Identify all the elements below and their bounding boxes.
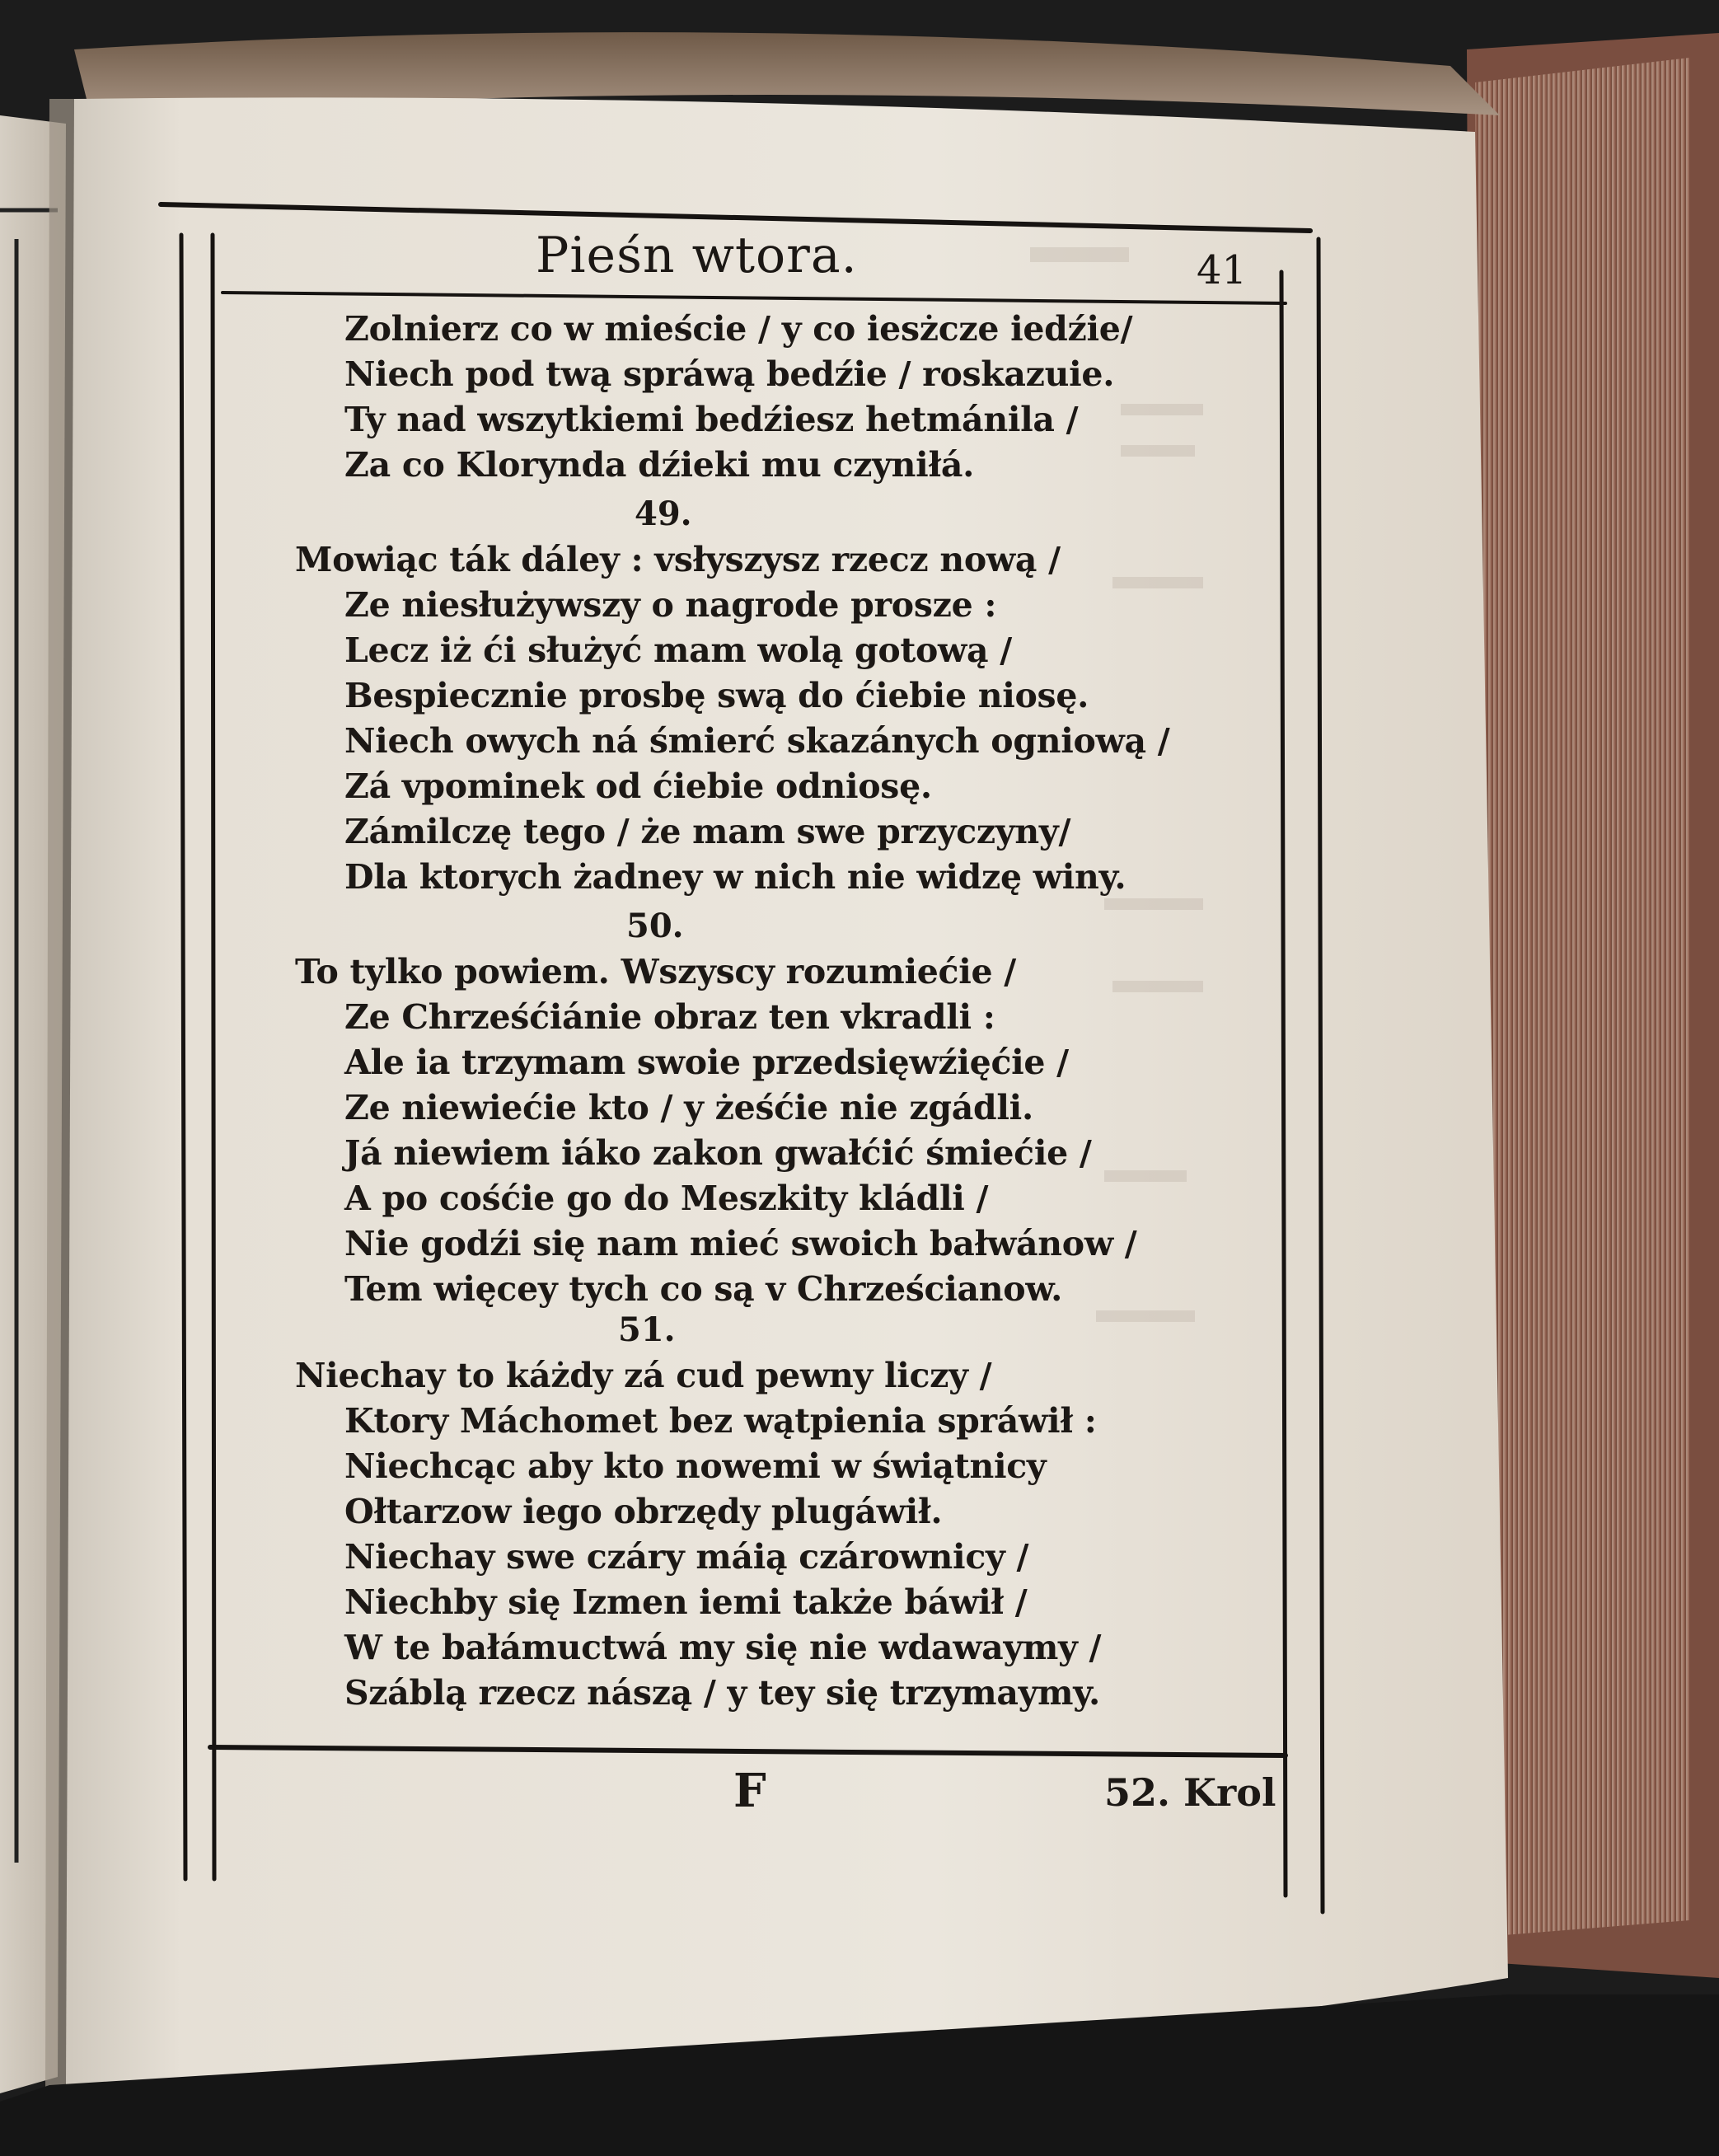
- verse-line: W te bałámuctwá my się nie wdawaymy /: [344, 1628, 1102, 1667]
- catchword: 52. Krol: [1104, 1770, 1276, 1815]
- verse-line: Niechay to káżdy zá cud pewny liczy /: [295, 1356, 992, 1395]
- stanza-number: 50.: [626, 907, 684, 945]
- verse-line: A po cośćie go do Meszkity kládli /: [344, 1179, 989, 1218]
- verse-line: Zolnierz co w mieście / y co iesżcze iedźie/: [344, 309, 1133, 349]
- verse-line: Ze niewiećie kto / y żeśćie nie zgádli.: [344, 1088, 1033, 1127]
- verse-line: Ze niesłużywszy o nagrode prosze :: [344, 585, 997, 625]
- verse-line: Niech owych ná śmierć skazánych ogniową /: [344, 721, 1170, 761]
- verse-line: Mowiąc ták dáley : vsłyszysz rzecz nową /: [295, 540, 1061, 579]
- verse-line: Zámilczę tego / że mam swe przyczyny/: [344, 812, 1071, 851]
- frame-left-inner: [213, 235, 214, 1879]
- verse-line: Niechay swe czáry máią czárownicy /: [344, 1537, 1029, 1577]
- verse-line: Nie godźi się nam mieć swoich bałwánow /: [344, 1224, 1137, 1263]
- verse-line: Ale ia trzymam swoie przedsięwźięćie /: [344, 1043, 1069, 1082]
- signature-mark: F: [733, 1764, 766, 1818]
- page-number: 41: [1197, 247, 1248, 293]
- stanza-number: 49.: [635, 494, 692, 533]
- verse-line: Za co Klorynda dźieki mu czyniłá.: [344, 445, 975, 485]
- verse-line: Bespiecznie prosbę swą do ćiebie niosę.: [344, 676, 1089, 715]
- verse-line: To tylko powiem. Wszyscy rozumiećie /: [295, 952, 1016, 991]
- verse-line: Zá vpominek od ćiebie odniosę.: [344, 766, 932, 806]
- verse-line: Niechby się Izmen iemi także báwił /: [344, 1582, 1028, 1622]
- verse-line: Lecz iż ći służyć mam wolą gotową /: [344, 630, 1012, 670]
- stanza-number: 51.: [618, 1310, 676, 1349]
- verse-line: Já niewiem iáko zakon gwałćić śmiećie /: [344, 1133, 1092, 1173]
- verse-line: Tem więcey tych co są v Chrześcianow.: [344, 1269, 1063, 1309]
- verse-line: Ty nad wszytkiemi bedźiesz hetmánila /: [344, 400, 1079, 439]
- fore-edge-pages: [1475, 58, 1689, 1937]
- verse-line: Ze Chrześćiánie obraz ten vkradli :: [344, 997, 995, 1037]
- running-head: Pieśn wtora.: [536, 227, 858, 284]
- verse-line: Niech pod twą spráwą bedźie / roskazuie.: [344, 354, 1115, 394]
- verse-line: Száblą rzecz nászą / y tey się trzymaymy.: [344, 1673, 1100, 1713]
- verse-line: Ktory Máchomet bez wątpienia spráwił :: [344, 1401, 1097, 1441]
- verse-line: Niechcąc aby kto nowemi w świątnicy: [344, 1446, 1047, 1486]
- verse-line: Dla ktorych żadney w nich nie widzę winy.: [344, 857, 1126, 897]
- right-page: [66, 97, 1508, 2085]
- verse-line: Ołtarzow iego obrzędy plugáwił.: [344, 1492, 943, 1531]
